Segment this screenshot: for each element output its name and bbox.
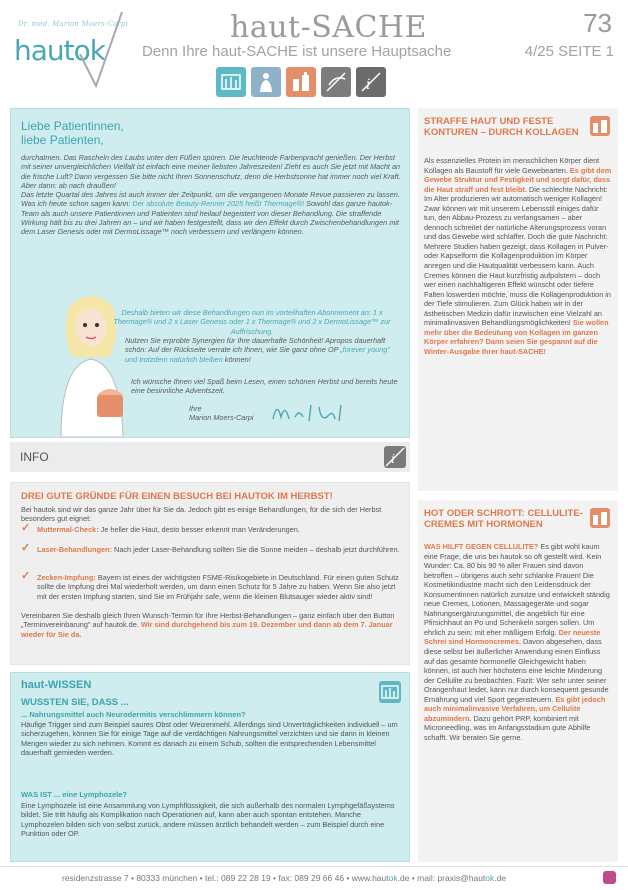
reason-item: ✓ Muttermal-Check: Je heller die Haut, desto besser erkennt man Veränderungen.: [21, 522, 300, 534]
page-header: [0, 0, 628, 100]
letter-wish: Ich wünsche Ihnen viel Spaß beim Lesen, einen schönen Herbst und bereits heute eine besinnliche Adventszeit.: [131, 377, 398, 396]
reason-item: ✓ Zecken-Impfung: Bayern ist eines der wichtigsten FSME-Risikogebiete in Deutschland. Für einen guten Schutz sollte die Impfung drei Mal wiederholt werden, um dann einen Schutz für 5 Jahre zu haben. Wenn Sie also jetzt mit der ersten Impfung starten, sind Sie im Frühjahr safe, wenn die kleinen Blutsauger wieder aktiv sind!: [21, 570, 399, 601]
three-reasons-box: [10, 482, 410, 665]
checkmark-icon: [10, 8, 140, 90]
lifting-graph-icon[interactable]: [321, 67, 351, 97]
reasons-intro: Bei hautok sind wir das ganze Jahr über für Sie da. Jedoch gibt es einige Behandlungen, für die sich der Herbst besonders gut eignet:: [21, 505, 382, 524]
wissen-answer-2: Eine Lymphozele ist eine Ansammlung von Lymphflüssigkeit, die sich außerhalb des normalen Lymphgefäßsystems bildet. Sie tritt häufig als Komplikation nach Operationen auf, kann aber auch spontan entstehen. Manche Lymphozelen bilden sich von selbst zurück, andere müssen ärztlich behandelt werden – zum Beispiel durch eine Punktion oder OP.: [21, 801, 395, 838]
editorial-letter: [10, 108, 410, 438]
checkmark-icon: ✓: [21, 522, 31, 534]
issue-number: 73: [583, 8, 612, 38]
cellulite-article: [418, 500, 618, 862]
svg-text:i: i: [391, 452, 395, 466]
info-icon[interactable]: [384, 446, 406, 468]
letter-body: durchatmen. Das Rascheln des Laubs unter den Füßen spüren. Die leuchtende Farbenpracht genießen. Der Herbst mit seiner unvergleichlichen Vielfalt ist einfach eine meiner liebsten Jahreszeiten! Zieht es auch Sie jetzt mit Macht an die frische Luft? Dann vergessen Sie bitte nicht Ihren Sonnenschutz, denn die Herbstsonne hat immer noch viel Kraft. Aber dann: ab nach draußen! Das letzte Quartal des Jahres ist auch immer der Zeitpunkt, um die vergangenen Monate Revue passieren zu lassen. Was ich heute schon sagen kann: Der absolute Beauty-Renner 2025 heißt Thermage®! Sowohl das ganze hautok-Team als auch unsere Patientinnen und Patienten sind heilauf begeistert von dieser Behandlung. Die straffende Wirkung hält bis zu drei Jahren an – und wir haben festgestellt, dass wir den Effekt durch Zwischenbehandlungen mit dem Laser Genesis oder mit DermoLissage™ noch verbessern und verlängern können.: [21, 153, 401, 237]
instagram-icon[interactable]: [603, 871, 616, 884]
wissen-question-1: ... Nahrungsmittel auch Neurodermitis verschlimmern können?: [21, 710, 246, 719]
letter-regards: Ihre Marion Moers-Carpi: [189, 404, 254, 423]
cellulite-text: WAS HILFT GEGEN CELLULITE? Es gibt wohl kaum eine Frage, die uns bei hautok so oft gestellt wird. Kein Wunder: Ca. 80 bis 90 % aller Frauen sind davon betroffen – übrigens auch sehr schlanke Frauen! Die Kosmetikindustrie macht sich den Leidensdruck der Konsumentinnen natürlich zunutze und entwickelt ständig neue Cremes, Lotionen, Massagegeräte und sogar Nahrungsergänzungsmittel, die angeblich für eine Pfirsichhaut an Po und Schenkeln sorgen sollen. Um ehrlich zu sein: mit eher mäßigem Erfolg. Der neueste Schrei sind Hormoncremes. Davon abgesehen, dass diese selbst bei äußerlicher Anwendung einen Einfluss auf das gesamte hormonelle Gleichgewicht haben können, ist auch hier höchstens eine leichte Minderung der Cellulite zu beobachten. Fazit: Wer sehr unter seiner Orangenhaut leidet, kann nur durch konsequent gesunde Ernährung und viel Sport gegensteuern. Es gibt jedoch auch minimalinvasive Verfahren, um Cellulite abzumindern. Dazu gehört PRP, kombiniert mit Microneedling, was im Anfangsstadium gute Abhilfe schafft. Wir beraten Sie gerne.: [424, 542, 610, 742]
issue-page: 4/25 SEITE 1: [524, 43, 614, 60]
logo-wordmark: hautok: [14, 34, 105, 67]
beauty-highlight: Der absolute Beauty-Renner 2025 heißt Thermage®!: [132, 199, 305, 209]
logo-signature: Dr. med. Marion Moers-Carpi: [18, 20, 129, 28]
cosmetics-bottles-icon[interactable]: [590, 508, 610, 528]
body-silhouette-icon[interactable]: [251, 67, 281, 97]
letter-greeting: Liebe Patientinnen, liebe Patienten,: [21, 119, 124, 147]
collagen-article: [418, 108, 618, 491]
skin-structure-icon[interactable]: [216, 67, 246, 97]
reason-item: ✓ Laser-Behandlungen: Nach jeder Laser-Behandlung sollten Sie die Sonne meiden – deshalb jetzt durchführen.: [21, 542, 400, 554]
reasons-outro: Vereinbaren Sie deshalb gleich Ihren Wunsch-Termin für Ihre Herbst-Behandlungen – ganz einfach über den Button „Terminvereinbarung" auf hautok.de. Wir sind durchgehend bis zum 19. Dezember und dann ab dem 7. Januar wieder für Sie da.: [21, 611, 395, 639]
info-bar: [10, 442, 410, 472]
info-label: INFO: [20, 450, 49, 464]
checkmark-icon: ✓: [21, 570, 31, 582]
collagen-title: STRAFFE HAUT UND FESTE KONTUREN – DURCH KOLLAGEN: [424, 116, 579, 138]
abo-offer: Deshalb bieten wir diese Behandlungen nun im vorteilhaften Abonnement an: 1 x Thermage® und 2 x Laser Genesis oder 1 x Thermage® und 2 x DermoLissage™ zur Auffrischung.: [113, 308, 391, 336]
checkmark-icon: ✓: [21, 542, 31, 554]
wissen-question-2: WAS IST ... eine Lymphozele?: [21, 790, 127, 799]
haut-wissen-box: [10, 672, 410, 862]
footer-contact: residenzstrasse 7 • 80333 münchen • tel.: 089 22 28 19 • fax: 089 29 66 46 • www.hautok.de • mail: praxis@hautok.de: [62, 873, 507, 883]
svg-text:i: i: [366, 77, 371, 93]
page-footer: [0, 866, 628, 890]
letter-more: Nutzen Sie erprobte Synergien für Ihre dauerhafte Schönheit! Apropos dauerhaft schön: Auf der Rückseite verrate ich Ihnen, wie Sie ganz ohne OP „forever young" und trotzdem natürlich bleiben können!: [125, 336, 390, 364]
wissen-subtitle: WUSSTEN SIE, DASS ...: [21, 697, 129, 708]
cosmetics-bottles-icon[interactable]: [590, 116, 610, 136]
skin-structure-icon[interactable]: [379, 681, 401, 703]
wissen-answer-1: Häufige Trigger sind zum Beispiel saures Obst oder Weizenmehl. Allerdings sind Unverträglichkeiten individuell – um sicherzugehen, können Sie für einige Tage auf die verdächtigen Nahrungsmittel verzichten und sie dann in kleinen Mengen wieder zu sich nehmen. Kommt es danach zu einem Schub, sollten die entsprechenden Lebensmittel dauerhaft gemieden werden.: [21, 720, 398, 757]
newsletter-title: haut-SACHE: [230, 10, 427, 45]
category-icons: [216, 67, 386, 97]
reasons-title: DREI GUTE GRÜNDE FÜR EINEN BESUCH BEI HAUTOK IM HERBST!: [21, 491, 333, 502]
collagen-text: Als essenzielles Protein im menschlichen Körper dient Kollagen als Baustoff für viele Gewebearten. Es gibt dem Gewebe Struktur und Festigkeit und sorgt dafür, dass die Haut straff und fest bleibt. Die schlechte Nachricht: Im Alter produzieren wir automatisch weniger Kollagen! Zwar können wir mit unserem Lebensstil einiges dafür tun, den Abbau-Prozess zu verlangsamen – aber dennoch schreitet der natürliche Alterungsprozess voran und das Gewebe wird schlaffer. Doch die gute Nachricht: Mehrere Studien haben gezeigt, dass Kollagen in Pulver- oder Kapselform die Kollagenproduktion im Körper anregen und die Hautqualität verbessern kann. Auch Cremes können die Haut kurzfristig aufpolstern – doch wer einen nachhaltigeren Effekt wünscht oder tiefere Falten loswerden möchte, muss die Kollagenproduktion in der Tiefe stimulieren. Zum Glück haben wir in der ästhetischen Medizin dafür inzwischen eine Vielzahl an minimalinvasiven Behandlungsmöglichkeiten! Sie wollen mehr über die Bedeutung von Kollagen im ganzen Körper erfahren? Dann seien Sie gespannt auf die Winter-Ausgabe Ihrer haut-SACHE!: [424, 156, 612, 356]
newsletter-subtitle: Denn Ihre haut-SACHE ist unsere Hauptsache: [142, 43, 452, 60]
hautok-logo[interactable]: [10, 8, 140, 90]
cosmetics-bottles-icon[interactable]: [286, 67, 316, 97]
cellulite-title: HOT ODER SCHROTT: CELLULITE-CREMES MIT HORMONEN: [424, 508, 583, 530]
info-icon[interactable]: [356, 67, 386, 97]
handwritten-signature: [269, 397, 359, 427]
wissen-title: haut-WISSEN: [21, 679, 92, 691]
